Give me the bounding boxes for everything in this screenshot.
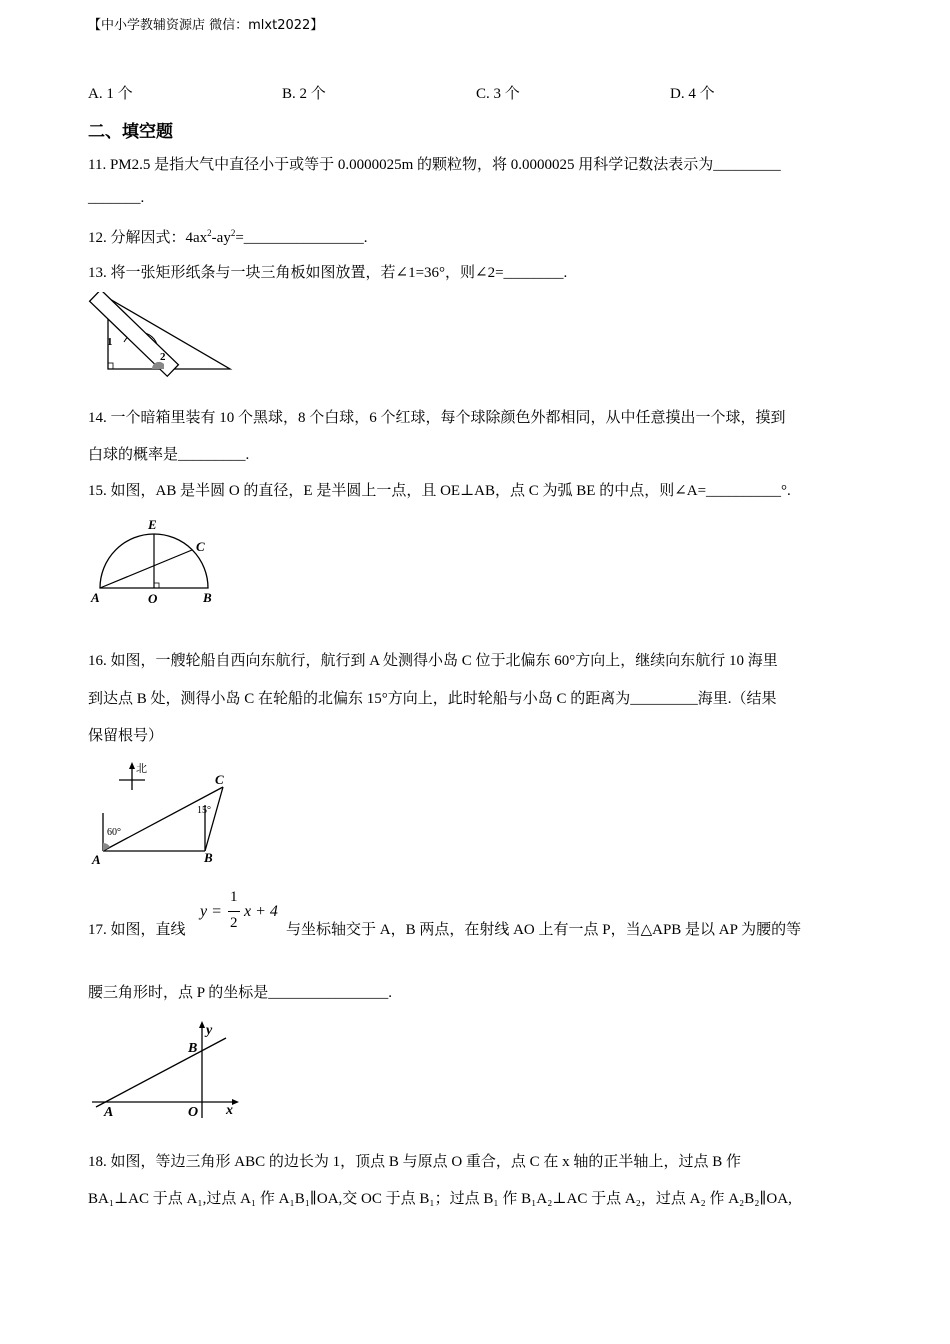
q15-label-e: E	[148, 517, 157, 532]
q13-figure	[88, 292, 238, 384]
option-c: C. 3 个	[476, 86, 520, 102]
q15-label-b: B	[203, 590, 212, 605]
q11-line1: 11. PM2.5 是指大气中直径小于或等于 0.0000025m 的颗粒物，将 0.0000025 用科学记数法表示为_________	[88, 157, 781, 173]
q16-label-15deg: 15°	[197, 805, 211, 816]
q17-line2: 腰三角形时，点 P 的坐标是________________.	[88, 985, 393, 1001]
q16-label-60deg: 60°	[107, 827, 121, 838]
q17-eq-y: y =	[200, 903, 222, 920]
q17-figure	[88, 1018, 244, 1122]
q12-sup1: 2	[207, 228, 212, 238]
q15-segment-ac	[100, 550, 192, 588]
section-title: 二、填空题	[88, 122, 173, 142]
q14-line2: 白球的概率是_________.	[88, 447, 250, 463]
q11-line2: _______.	[88, 190, 145, 206]
q16-label-a: A	[92, 852, 101, 867]
q16-line1: 16. 如图，一艘轮船自西向东航行，航行到 A 处测得小岛 C 位于北偏东 60°方向上，继续向东航行 10 海里	[88, 653, 778, 669]
q12-pre: 12. 分解因式：4ax	[88, 230, 208, 246]
q18-line2: BA₁⊥AC 于点 A₁,过点 A₁ 作 A₁B₁∥OA,交 OC 于点 B₁；过点 B₁ 作 B₁A₂⊥AC 于点 A₂，过点 A₂ 作 A₂B₂∥OA,	[88, 1191, 792, 1207]
q17-post: 与坐标轴交于 A，B 两点，在射线 AO 上有一点 P，当△APB 是以 AP 为腰的等	[286, 922, 802, 938]
q17-pre: 17. 如图，直线	[88, 922, 186, 938]
q13-label-2: 2	[160, 351, 166, 363]
q17-label-y: y	[206, 1023, 213, 1038]
q17-y-arrow	[199, 1021, 205, 1028]
q13-paper-strip	[90, 292, 179, 376]
q15-figure	[88, 512, 228, 608]
q12-post: =________________.	[235, 230, 368, 246]
q17-label-a: A	[104, 1105, 114, 1120]
q16-line2: 到达点 B 处，测得小岛 C 在轮船的北偏东 15°方向上，此时轮船与小岛 C 的距离为_________海里.（结果	[88, 691, 777, 707]
q17-line	[96, 1038, 226, 1107]
q17-eq-fraction-bar	[228, 911, 240, 912]
q17-eq-numerator: 1	[230, 889, 238, 905]
q15-right-angle	[154, 583, 159, 588]
q16-figure	[88, 758, 238, 870]
q16-segment-bc	[205, 787, 223, 851]
q16-north-arrow-head	[129, 762, 135, 769]
q17-label-x: x	[226, 1103, 233, 1118]
q18-line1: 18. 如图，等边三角形 ABC 的边长为 1，顶点 B 与原点 O 重合，点 C 在 x 轴的正半轴上，过点 B 作	[88, 1154, 741, 1170]
option-a: A. 1 个	[88, 86, 133, 102]
q12-text	[88, 226, 368, 247]
q17-eq-denominator: 2	[230, 915, 238, 931]
q17-x-arrow	[232, 1099, 239, 1105]
q17-label-o: O	[188, 1105, 199, 1120]
option-d: D. 4 个	[670, 86, 715, 102]
q15-label-o: O	[148, 591, 158, 606]
q12-sup2: 2	[230, 228, 236, 238]
q16-label-north: 北	[136, 763, 147, 775]
q15-text: 15. 如图，AB 是半圆 O 的直径，E 是半圆上一点，且 OE⊥AB，点 C 为弧 BE 的中点，则∠A=__________°.	[88, 483, 791, 499]
q13-text: 13. 将一张矩形纸条与一块三角板如图放置，若∠1=36°，则∠2=________.	[88, 265, 568, 281]
q12-mid: -ay	[211, 230, 231, 246]
q16-label-c: C	[215, 772, 224, 787]
q13-label-1: 1	[107, 336, 113, 348]
q17-eq-rest: x + 4	[244, 903, 278, 920]
q17-label-b: B	[188, 1041, 198, 1056]
option-b: B. 2 个	[282, 86, 326, 102]
header-watermark: 【中小学教辅资源店 微信：mlxt2022】	[88, 18, 324, 33]
q14-line1: 14. 一个暗箱里装有 10 个黑球，8 个白球，6 个红球，每个球除颜色外都相同，从中任意摸出一个球，摸到	[88, 410, 786, 426]
q16-label-b: B	[204, 850, 213, 865]
q15-label-a: A	[91, 590, 100, 605]
q16-line3: 保留根号）	[88, 728, 164, 744]
q13-right-angle	[108, 363, 113, 369]
q15-label-c: C	[196, 539, 205, 554]
